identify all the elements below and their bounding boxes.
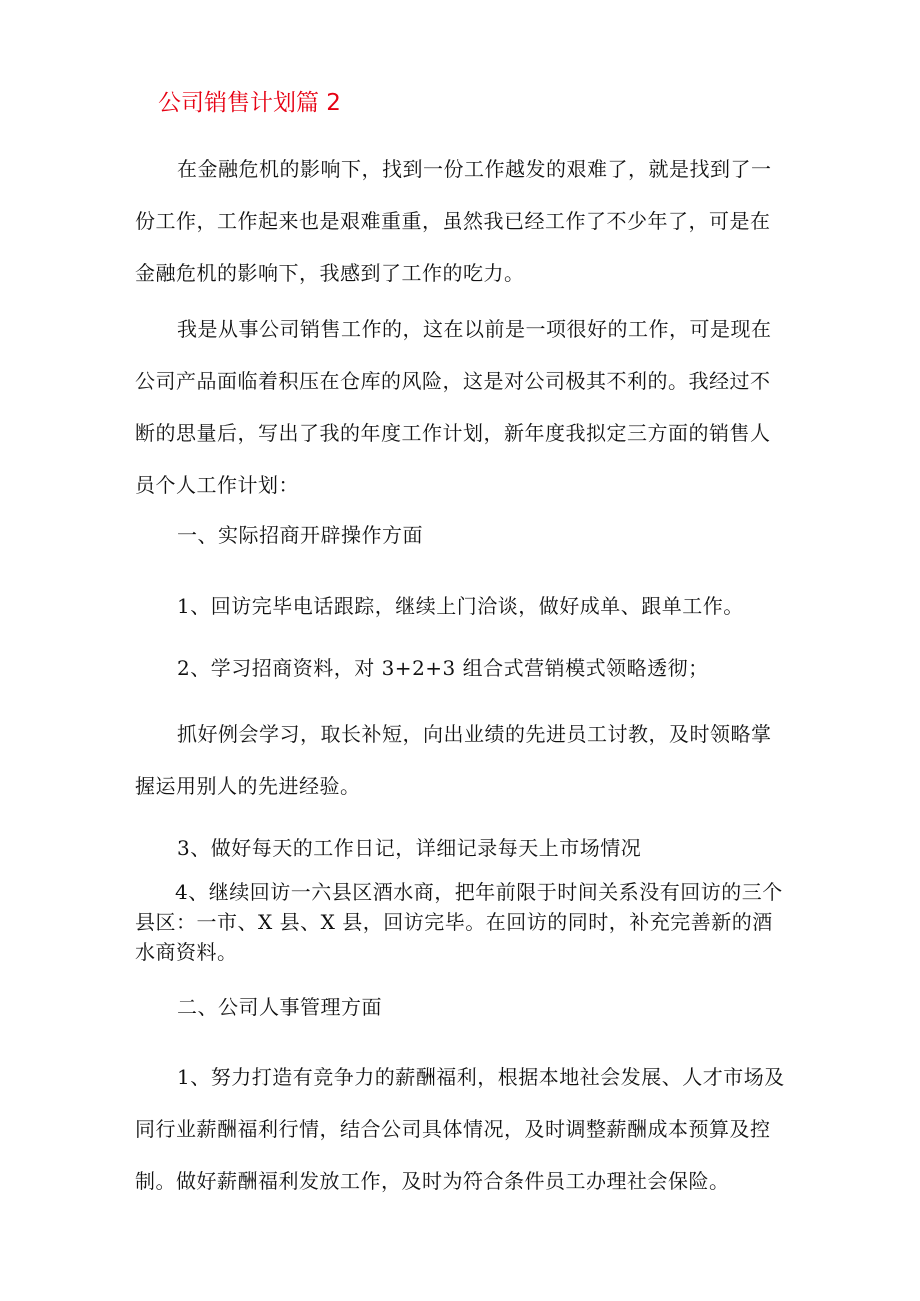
section-heading-hr-management: 二、公司人事管理方面: [177, 995, 382, 1019]
list-item-4-revisit: 4、继续回访一六县区酒水商，把年前限于时间关系没有回访的三个县区：一市、X 县、X 县，回访完毕。在回访的同时，补充完善新的酒水商资料。: [135, 880, 783, 964]
paragraph-sales-background: 我是从事公司销售工作的，这在以前是一项很好的工作，可是现在公司产品面临着积压在仓库的风险，这是对公司极其不利的。我经过不断的思量后，写出了我的年度工作计划，新年度我拟定三方面的销售人员个人工作计划：: [135, 317, 772, 497]
list-item-1-followup: 1、回访完毕电话跟踪，继续上门洽谈，做好成单、跟单工作。: [177, 594, 744, 618]
list-item-3-work-log: 3、做好每天的工作日记，详细记录每天上市场情况: [177, 836, 642, 860]
list-item-1-compensation: 1、努力打造有竞争力的薪酬福利，根据本地社会发展、人才市场及同行业薪酬福利行情，结合公司具体情况，及时调整薪酬成本预算及控制。做好薪酬福利发放工作，及时为符合条件员工办理社会保险。: [135, 1065, 785, 1193]
list-item-2-study: 2、学习招商资料，对 3+2+3 组合式营销模式领略透彻；: [177, 656, 709, 680]
section-heading-merchant-operations: 一、实际招商开辟操作方面: [177, 523, 423, 547]
document-title: 公司销售计划篇 2: [158, 90, 341, 116]
paragraph-meeting-study: 抓好例会学习，取长补短，向出业绩的先进员工讨教，及时领略掌握运用别人的先进经验。: [135, 722, 772, 798]
paragraph-financial-crisis: 在金融危机的影响下，找到一份工作越发的艰难了，就是找到了一份工作，工作起来也是艰难重重，虽然我已经工作了不少年了，可是在金融危机的影响下，我感到了工作的吃力。: [135, 157, 772, 285]
